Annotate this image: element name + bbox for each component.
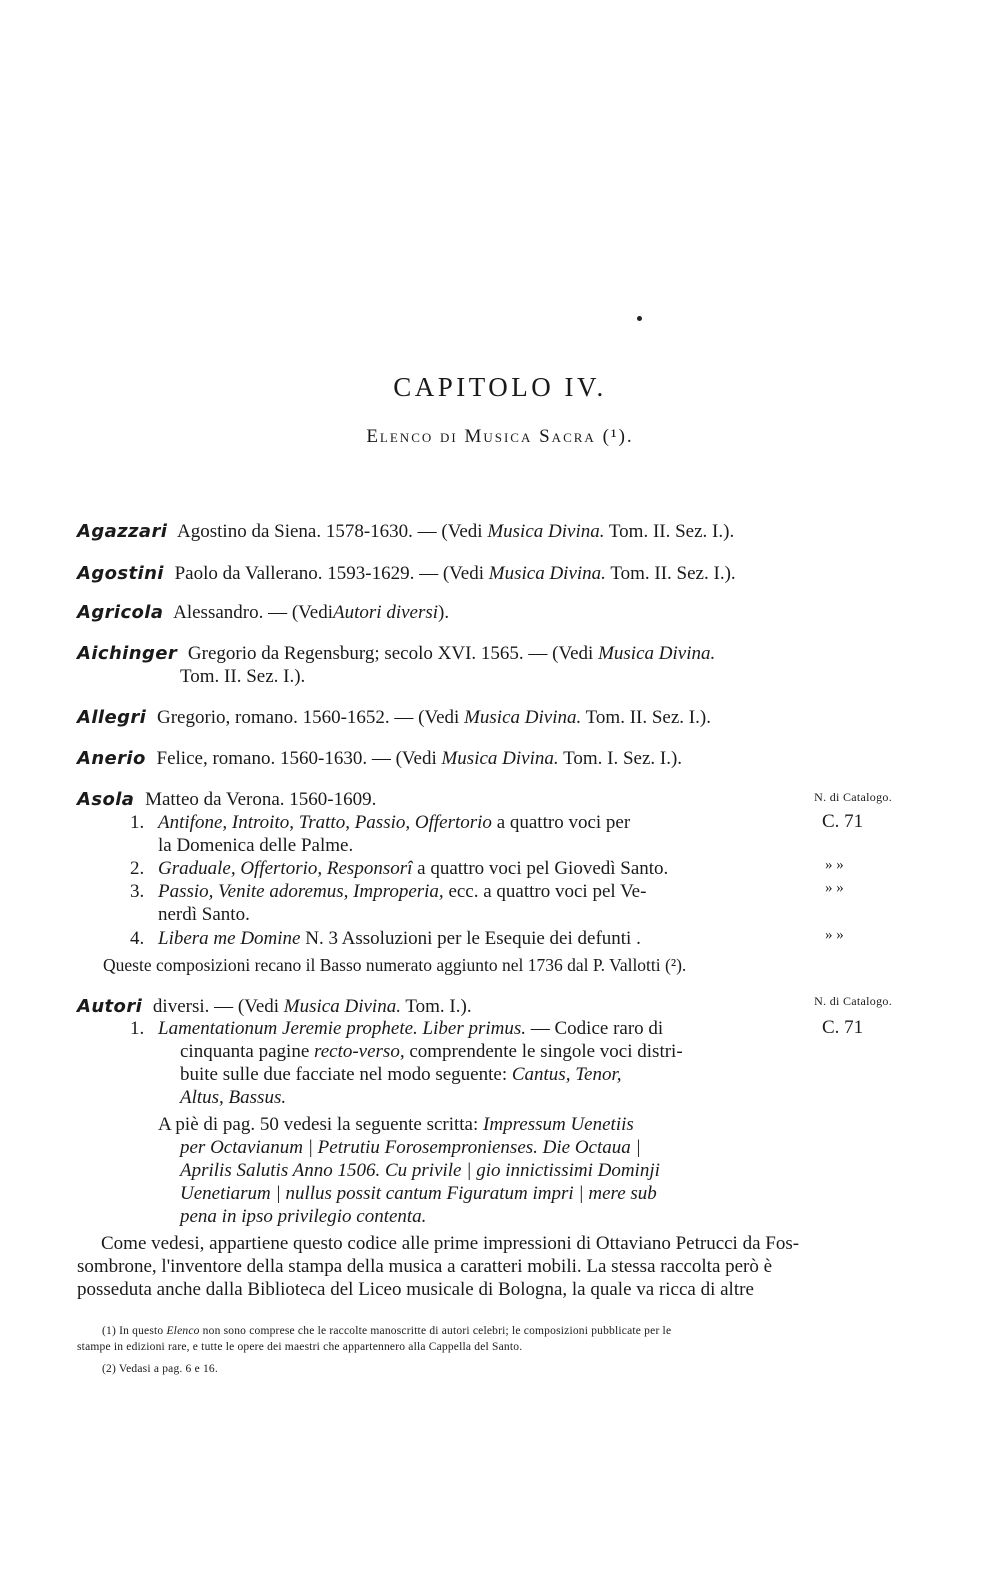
catalog-label: N. di Catalogo. xyxy=(814,790,892,804)
entry-asola: Asola Matteo da Verona. 1560-1609. xyxy=(77,789,377,810)
catalog-label: N. di Catalogo. xyxy=(814,994,892,1008)
catalog-ref: » » xyxy=(825,880,844,896)
entry-agostini: Agostini Paolo da Vallerano. 1593-1629. — (Vedi Musica Divina. Tom. II. Sez. I.). xyxy=(77,563,736,584)
asola-note: Queste composizioni recano il Basso numerato aggiunto nel 1736 dal P. Vallotti (²). xyxy=(103,955,687,975)
entry-agazzari: Agazzari Agostino da Siena. 1578-1630. — (Vedi Musica Divina. Tom. II. Sez. I.). xyxy=(77,521,735,542)
ink-speck xyxy=(637,316,642,321)
list-item: 2. Graduale, Offertorio, Responsorî a quattro voci pel Giovedì Santo. xyxy=(130,858,669,879)
footnote-1: (1) In questo Elenco non sono comprese che le raccolte manoscritte di autori celebri; le composizioni pubblicate per le stampe in edizioni rare, e tutte le opere dei maestri che appartennero alla Cappella del Santo. xyxy=(77,1325,672,1353)
entry-aichinger: Aichinger Gregorio da Regensburg; secolo XVI. 1565. — (Vedi Musica Divina. Tom. II. Sez. I.). xyxy=(77,643,716,687)
entry-agricola: Agricola Alessandro. — (VediAutori diversi). xyxy=(77,602,450,623)
quote-block: A piè di pag. 50 vedesi la seguente scritta: Impressum Uenetiis per Octavianum | Petrutiu Forosempronienses. Die Octaua | Aprilis Salutis Anno 1506. Cu privile | gio innictissimi Dominji Uenetiarum | nullus possit cantum Figuratum impri | mere sub pena in ipso privilegio contenta. xyxy=(158,1114,660,1227)
list-item: 1. Antifone, Introito, Tratto, Passio, Offertorio a quattro voci per la Domenica delle Palme. xyxy=(130,812,631,856)
body-paragraph: Come vedesi, appartiene questo codice alle prime impressioni di Ottaviano Petrucci da Fos- sombrone, l'inventore della stampa della musica a caratteri mobili. La stessa raccolta però è posseduta anche dalla Biblioteca del Liceo musicale di Bologna, la quale va ricca di altre xyxy=(77,1233,800,1300)
catalog-ref: » » xyxy=(825,857,844,873)
footnote-2: (2) Vedasi a pag. 6 e 16. xyxy=(102,1363,218,1375)
list-item: 3. Passio, Venite adoremus, Improperia, ecc. a quattro voci pel Ve- nerdì Santo. xyxy=(130,881,647,925)
chapter-title: CAPITOLO IV. xyxy=(393,372,607,402)
catalog-ref: C. 71 xyxy=(822,811,864,832)
section-subtitle: Elenco di Musica Sacra (¹). xyxy=(366,426,634,447)
entry-anerio: Anerio Felice, romano. 1560-1630. — (Vedi Musica Divina. Tom. I. Sez. I.). xyxy=(77,748,683,769)
entry-allegri: Allegri Gregorio, romano. 1560-1652. — (Vedi Musica Divina. Tom. II. Sez. I.). xyxy=(77,707,711,728)
list-item: 1. Lamentationum Jeremie prophete. Liber primus. — Codice raro di cinquanta pagine recto-verso, comprendente le singole voci distri- buite sulle due facciate nel modo seguente: Cantus, Tenor, Altus, Bassus. xyxy=(130,1018,683,1108)
catalog-ref: » » xyxy=(825,927,844,943)
catalog-ref: C. 71 xyxy=(822,1017,864,1038)
entry-autori: Autori diversi. — (Vedi Musica Divina. Tom. I.). xyxy=(77,996,472,1017)
list-item: 4. Libera me Domine N. 3 Assoluzioni per le Esequie dei defunti . xyxy=(130,928,641,949)
